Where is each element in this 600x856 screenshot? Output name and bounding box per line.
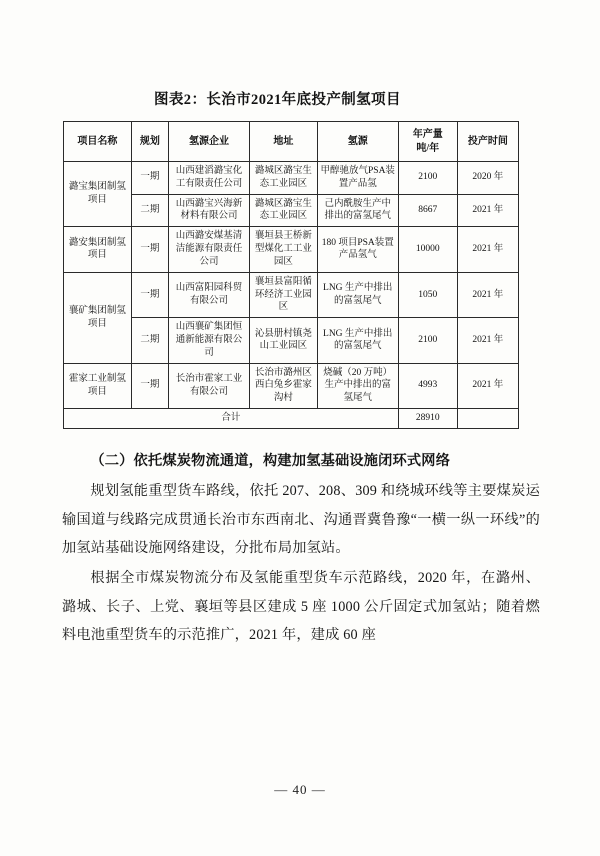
cell-total-date: [457, 409, 518, 429]
cell-phase: 一期: [131, 363, 168, 408]
paragraph-1: 规划氢能重型货车路线，依托 207、208、309 和绕城环线等主要煤炭运输国道与线路完成贯通长治市东西南北、沟通晋冀鲁豫“一横一纵一环线”的加氢站基础设施网络建设，分批布局加氢站。: [62, 483, 540, 557]
cell-company: 山西潞安煤基清洁能源有限责任公司: [169, 227, 250, 272]
page-content: [62, 88, 540, 652]
header-annual-output-line2: 吨/年: [416, 142, 440, 154]
cell-start-date: 2021 年: [457, 272, 518, 317]
table-title: 图表2：长治市2021年底投产制氢项目: [154, 92, 401, 108]
header-phase: 规划: [131, 122, 168, 162]
header-company: 氢源企业: [169, 122, 250, 162]
header-annual-output-line1: 年产量: [412, 129, 443, 140]
cell-phase: 二期: [131, 318, 168, 363]
header-hydrogen-source: 氢源: [317, 122, 398, 162]
cell-start-date: 2021 年: [457, 227, 518, 272]
cell-annual-output: 2100: [398, 162, 457, 195]
cell-hydrogen-source: LNG 生产中排出的富氢尾气: [317, 318, 398, 363]
hydrogen-projects-table: [63, 121, 519, 429]
cell-project-name: 潞宝集团制氢项目: [64, 162, 132, 227]
cell-annual-output: 4993: [398, 363, 457, 408]
cell-start-date: 2020 年: [457, 162, 518, 195]
cell-address: 潞城区潞宝生态工业园区: [249, 194, 317, 227]
cell-annual-output: 1050: [398, 272, 457, 317]
table-row: [64, 318, 519, 363]
cell-project-name: 襄矿集团制氢项目: [64, 272, 132, 363]
cell-phase: 一期: [131, 227, 168, 272]
header-start-date: 投产时间: [457, 122, 518, 162]
paragraph-2: 根据全市煤炭物流分布及氢能重型货车示范路线，2020 年，在潞州、潞城、长子、上党、襄垣等县区建成 5 座 1000 公斤固定式加氢站；随着燃料电池重型货车的示范推广，2021 年，建成 60 座: [62, 570, 540, 644]
table-header-row: [64, 122, 519, 162]
cell-company: 长治市霍家工业有限公司: [169, 363, 250, 408]
cell-annual-output: 10000: [398, 227, 457, 272]
page-number: — 40 —: [274, 782, 326, 797]
cell-total-output: 28910: [398, 409, 457, 429]
section-heading: （二）依托煤炭物流通道，构建加氢基础设施闭环式网络: [90, 452, 451, 469]
cell-company: 山西富阳园科贸有限公司: [169, 272, 250, 317]
cell-address: 沁县册村镇尧山工业园区: [249, 318, 317, 363]
cell-hydrogen-source: LNG 生产中排出的富氢尾气: [317, 272, 398, 317]
cell-annual-output: 2100: [398, 318, 457, 363]
cell-total-label: 合计: [64, 409, 399, 429]
cell-phase: 二期: [131, 194, 168, 227]
cell-project-name: 霍家工业制氢项目: [64, 363, 132, 408]
cell-start-date: 2021 年: [457, 318, 518, 363]
header-annual-output: [398, 122, 457, 162]
cell-address: 襄垣县王桥新型煤化工工业园区: [249, 227, 317, 272]
cell-project-name: 潞安集团制氢项目: [64, 227, 132, 272]
cell-address: 长治市潞州区西白兔乡霍家沟村: [249, 363, 317, 408]
cell-address: 潞城区潞宝生态工业园区: [249, 162, 317, 195]
cell-phase: 一期: [131, 272, 168, 317]
cell-hydrogen-source: 烧碱（20 万吨）生产中排出的富氢尾气: [317, 363, 398, 408]
table-row: [64, 363, 519, 408]
table-row: [64, 162, 519, 195]
cell-company: 山西潞宝兴海新材料有限公司: [169, 194, 250, 227]
cell-hydrogen-source: 甲醇驰放气PSA装置产品氢: [317, 162, 398, 195]
cell-hydrogen-source: 己内酰胺生产中排出的富氢尾气: [317, 194, 398, 227]
cell-company: 山西襄矿集团恒通新能源有限公司: [169, 318, 250, 363]
header-address: 地址: [249, 122, 317, 162]
body-text: [62, 447, 540, 650]
table-row: [64, 227, 519, 272]
header-project-name: 项目名称: [64, 122, 132, 162]
cell-start-date: 2021 年: [457, 194, 518, 227]
table-row: [64, 194, 519, 227]
table-total-row: [64, 409, 519, 429]
table-row: [64, 272, 519, 317]
cell-start-date: 2021 年: [457, 363, 518, 408]
cell-annual-output: 8667: [398, 194, 457, 227]
cell-address: 襄垣县富阳循环经济工业园区: [249, 272, 317, 317]
cell-company: 山西建滔潞宝化工有限责任公司: [169, 162, 250, 195]
cell-hydrogen-source: 180 项目PSA装置产品氢气: [317, 227, 398, 272]
cell-phase: 一期: [131, 162, 168, 195]
